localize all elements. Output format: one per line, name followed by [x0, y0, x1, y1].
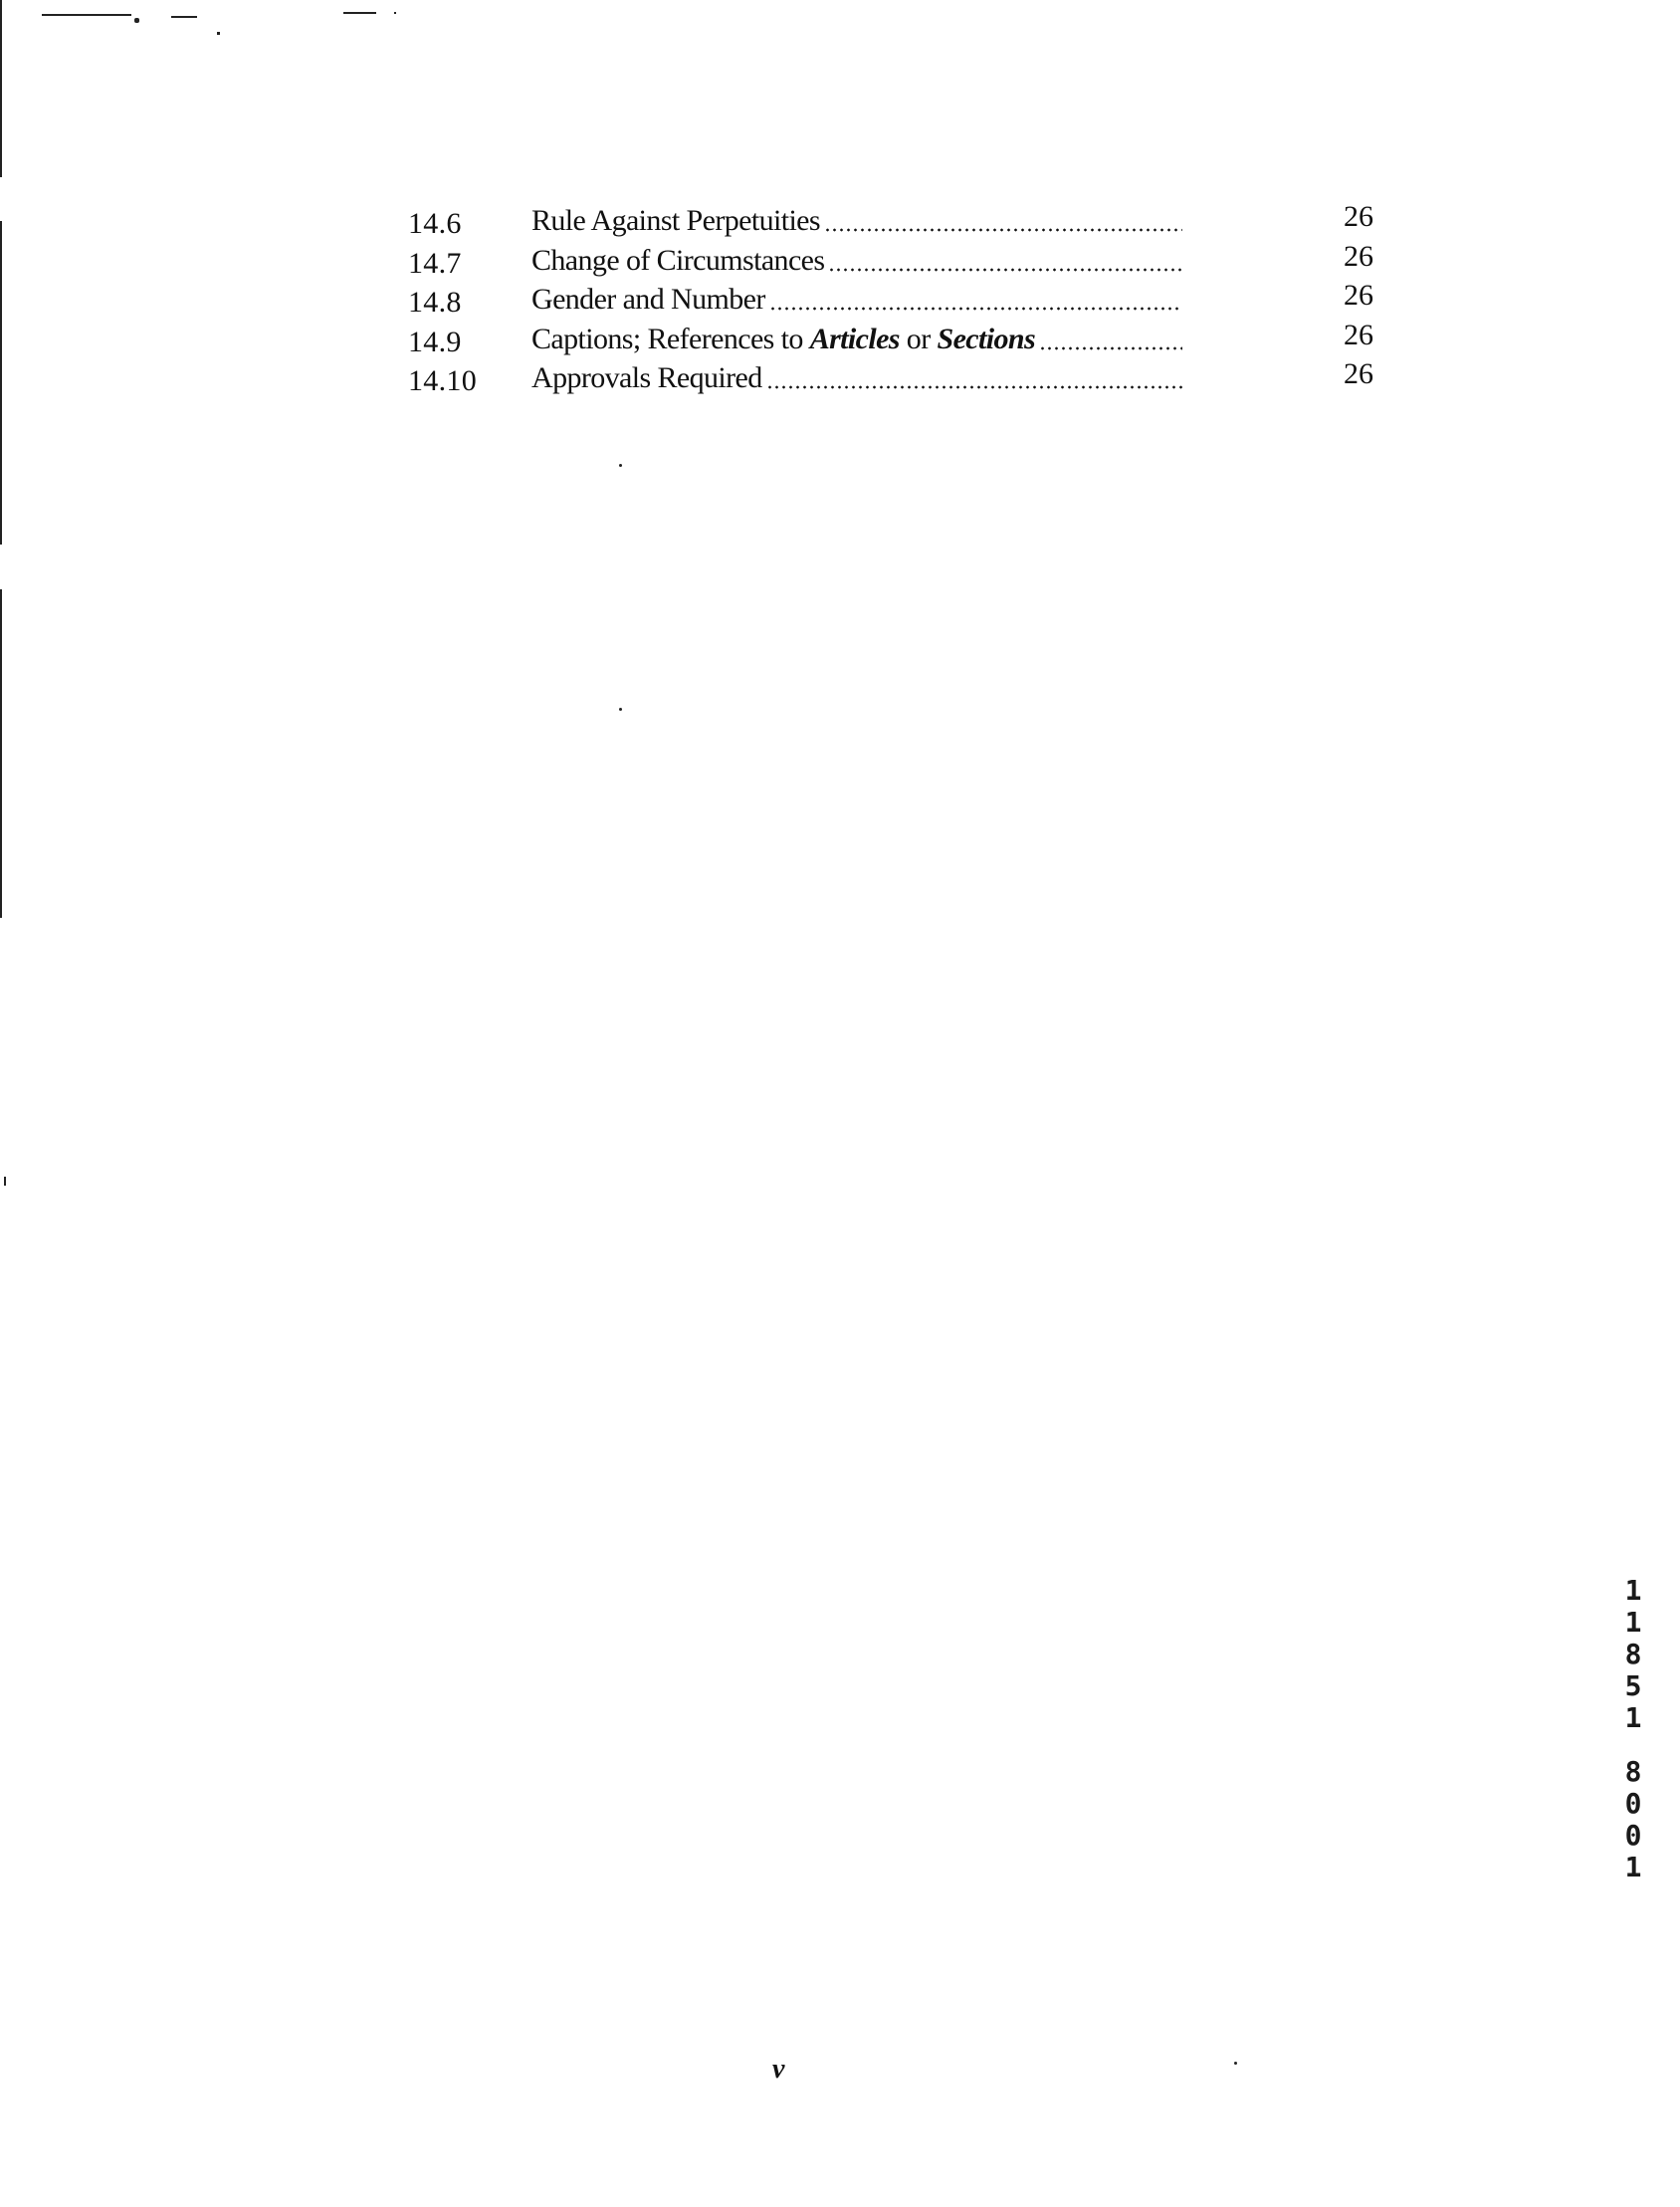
toc-section-number: 14.8: [408, 286, 462, 319]
scan-edge-mark: [0, 0, 2, 177]
scan-speck: [619, 708, 622, 711]
stamp-char: 1: [1624, 1606, 1642, 1639]
toc-title-prefix: Captions; References to: [531, 322, 810, 355]
stamp-char: 8: [1624, 1638, 1642, 1670]
toc-section-number: 14.9: [408, 325, 462, 358]
toc-entry[interactable]: [406, 318, 1383, 361]
toc-title-text: Gender and Number: [531, 283, 765, 316]
toc-title-text: Approvals Required: [531, 361, 762, 394]
toc-section-title: [531, 282, 1182, 318]
toc-section-number: 14.10: [408, 364, 477, 397]
dot-leader: [766, 385, 1182, 389]
toc-section-number: 14.7: [408, 246, 462, 280]
scan-edge-mark: [4, 1177, 6, 1186]
toc-title-emphasis: Sections: [937, 322, 1036, 355]
toc-page-number: 26: [1344, 200, 1373, 233]
dot-leader: [769, 307, 1182, 311]
toc-page-number: 26: [1344, 318, 1373, 351]
dot-leader: [1039, 346, 1182, 350]
stamp-char: 1: [1624, 1574, 1642, 1607]
toc-title-emphasis: Articles: [809, 322, 900, 355]
scan-edge-mark: [0, 221, 2, 545]
stamp-char: 8: [1624, 1755, 1642, 1788]
dot-leader: [824, 228, 1182, 232]
stamp-char: 1: [1624, 1701, 1642, 1734]
toc-entry[interactable]: [406, 239, 1383, 283]
dot-leader: [828, 268, 1182, 272]
stamp-char: 0: [1624, 1819, 1642, 1852]
scan-speck: [1234, 2062, 1237, 2065]
document-id-stamp: [1620, 1575, 1646, 1883]
scan-speck: [217, 32, 220, 35]
scan-speck: [619, 464, 622, 467]
table-of-contents: [406, 200, 1383, 400]
stamp-char: 1: [1624, 1851, 1642, 1883]
scan-speck: [134, 18, 139, 23]
toc-page-number: 26: [1344, 239, 1373, 273]
page-number: v: [772, 2054, 785, 2085]
scan-edge-mark: [0, 589, 2, 918]
toc-title-text: Change of Circumstances: [531, 243, 825, 277]
toc-section-title: [531, 243, 1182, 279]
toc-entry[interactable]: [406, 357, 1383, 400]
scan-top-mark: [343, 12, 376, 14]
toc-page-number: 26: [1344, 279, 1373, 312]
toc-page-number: 26: [1344, 357, 1373, 390]
stamp-char: 5: [1624, 1669, 1642, 1702]
toc-section-title: [531, 322, 1182, 357]
toc-section-number: 14.6: [408, 207, 462, 240]
toc-title-connector: or: [899, 322, 938, 355]
toc-title-text: [531, 322, 1035, 357]
scan-top-mark: [42, 14, 131, 16]
toc-section-title: [531, 360, 1182, 396]
toc-section-title: [531, 203, 1182, 239]
toc-entry[interactable]: [406, 200, 1383, 243]
scan-top-mark: [171, 16, 197, 18]
scan-speck: [394, 12, 396, 14]
stamp-char: 0: [1624, 1787, 1642, 1820]
toc-entry[interactable]: [406, 279, 1383, 322]
toc-title-text: Rule Against Perpetuities: [531, 204, 820, 237]
